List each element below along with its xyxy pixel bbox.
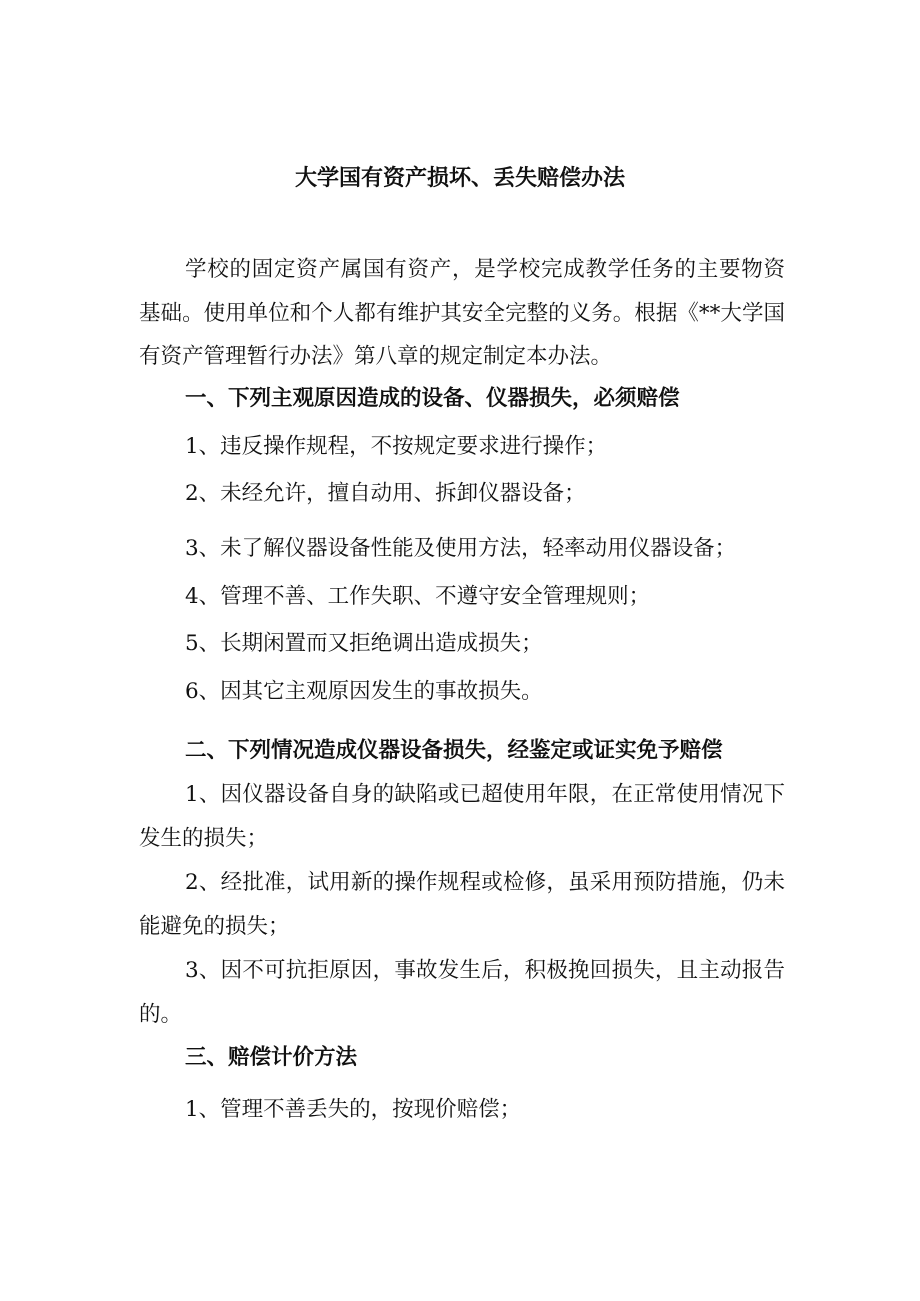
section1-item-3: 3、未了解仪器设备性能及使用方法，轻率动用仪器设备； (185, 536, 737, 561)
section1-item-4: 4、管理不善、工作失职、不遵守安全管理规则； (185, 584, 651, 609)
section2-item-2: 2、经批准，试用新的操作规程或检修，虽采用预防措施，仍未能避免的损失； (139, 870, 785, 939)
section1-item-1: 1、违反操作规程，不按规定要求进行操作； (185, 434, 608, 459)
section2-item-3: 3、因不可抗拒原因，事故发生后，积极挽回损失，且主动报告的。 (139, 958, 785, 1027)
section1-item-6: 6、因其它主观原因发生的事故损失。 (185, 679, 543, 704)
intro-paragraph: 学校的固定资产属国有资产，是学校完成教学任务的主要物资基础。使用单位和个人都有维护其安全完整的义务。根据《**大学国有资产管理暂行办法》第八章的规定制定本办法。 (139, 257, 785, 369)
section2-item-1: 1、因仪器设备自身的缺陷或已超使用年限，在正常使用情况下发生的损失； (139, 782, 785, 851)
section3-item-1: 1、管理不善丢失的，按现价赔偿； (185, 1097, 522, 1122)
section3-heading: 三、赔偿计价方法 (185, 1045, 358, 1070)
section1-item-2: 2、未经允许，擅自动用、拆卸仪器设备； (185, 481, 586, 506)
section1-item-5: 5、长期闲置而又拒绝调出造成损失； (185, 631, 543, 656)
section1-heading: 一、下列主观原因造成的设备、仪器损失，必须赔偿 (185, 386, 680, 411)
document-title: 大学国有资产损坏、丢失赔偿办法 (294, 165, 625, 191)
section2-heading: 二、下列情况造成仪器设备损失，经鉴定或证实免予赔偿 (185, 738, 723, 763)
